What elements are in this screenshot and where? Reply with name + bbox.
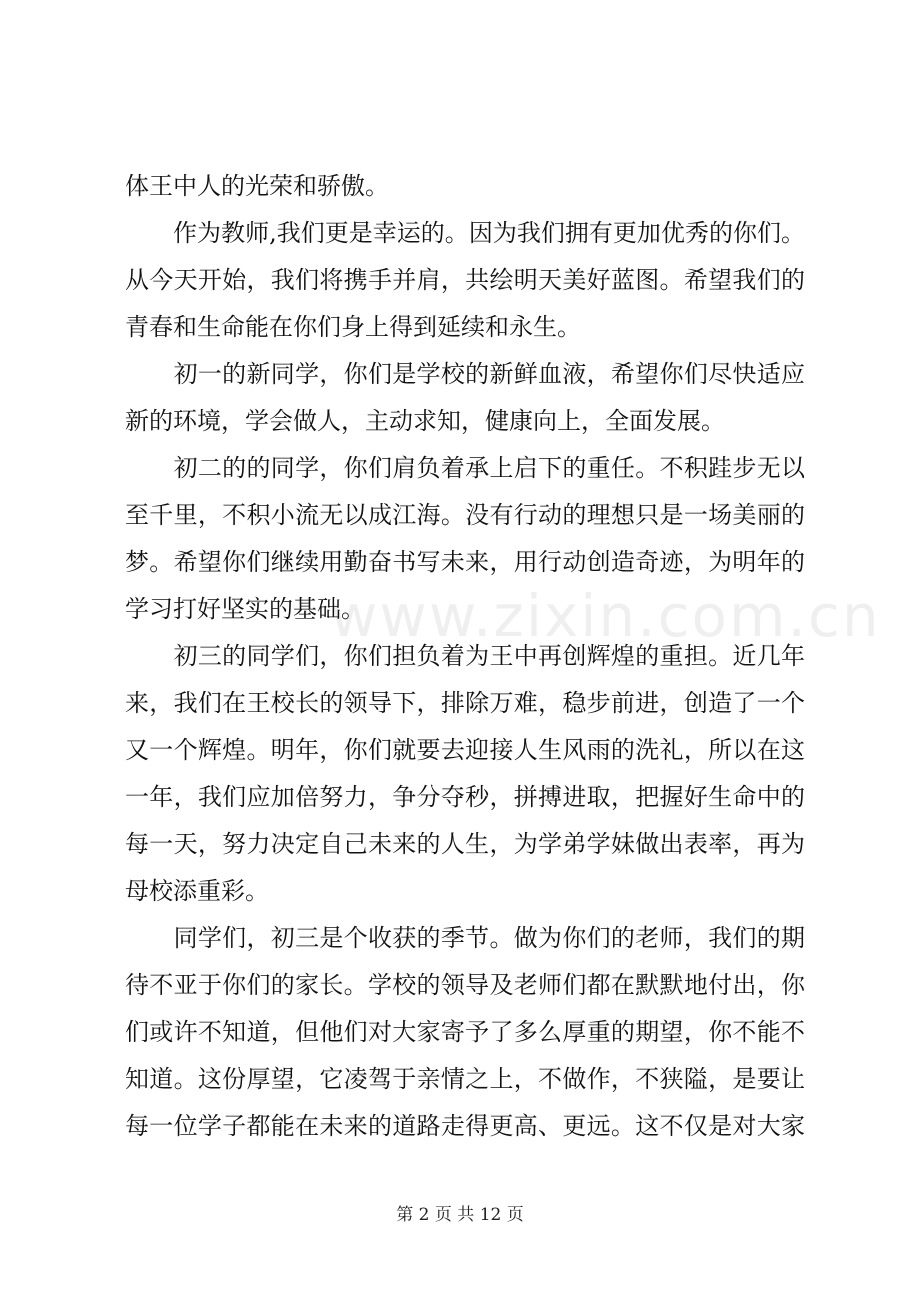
text-line: 初一的新同学，你们是学校的新鲜血液，希望你们尽快适应 xyxy=(125,360,805,388)
text-line: 每一天，努力决定自己未来的人生，为学弟学妹做出表率，再为 xyxy=(125,830,805,858)
text-line: 青春和生命能在你们身上得到延续和永生。 xyxy=(125,313,581,341)
body-text xyxy=(125,163,805,1150)
text-line: 初三的同学们，你们担负着为王中再创辉煌的重担。近几年 xyxy=(125,642,805,670)
text-line: 作为教师,我们更是幸运的。因为我们拥有更加优秀的你们。 xyxy=(125,219,805,247)
text-line: 又一个辉煌。明年，你们就要去迎接人生风雨的洗礼，所以在这 xyxy=(125,736,805,764)
text-line: 学习打好坚实的基础。 xyxy=(125,595,365,623)
text-line: 们或许不知道，但他们对大家寄予了多么厚重的期望，你不能不 xyxy=(125,1018,805,1046)
text-line: 体王中人的光荣和骄傲。 xyxy=(125,172,389,200)
text-line: 梦。希望你们继续用勤奋书写未来，用行动创造奇迹，为明年的 xyxy=(125,548,805,576)
text-line: 一年，我们应加倍努力，争分夺秒，拼搏进取，把握好生命中的 xyxy=(125,783,805,811)
text-line: 初二的的同学，你们肩负着承上启下的重任。不积跬步无以 xyxy=(125,454,805,482)
page-footer: 第 2 页 共 12 页 xyxy=(396,1205,524,1225)
text-line: 新的环境，学会做人，主动求知，健康向上，全面发展。 xyxy=(125,407,725,435)
text-line: 每一位学子都能在未来的道路走得更高、更远。这不仅是对大家 xyxy=(125,1112,805,1140)
text-line: 母校添重彩。 xyxy=(125,877,269,905)
watermark: www.zixin.com.cn xyxy=(330,582,881,650)
text-line: 待不亚于你们的家长。学校的领导及老师们都在默默地付出，你 xyxy=(125,971,805,999)
text-line: 来，我们在王校长的领导下，排除万难，稳步前进，创造了一个 xyxy=(125,689,805,717)
text-line: 至千里，不积小流无以成江海。没有行动的理想只是一场美丽的 xyxy=(125,501,805,529)
text-line: 同学们，初三是个收获的季节。做为你们的老师，我们的期 xyxy=(125,924,805,952)
text-line: 从今天开始，我们将携手并肩，共绘明天美好蓝图。希望我们的 xyxy=(125,266,805,294)
text-line: 知道。这份厚望，它凌驾于亲情之上，不做作，不狭隘，是要让 xyxy=(125,1065,805,1093)
